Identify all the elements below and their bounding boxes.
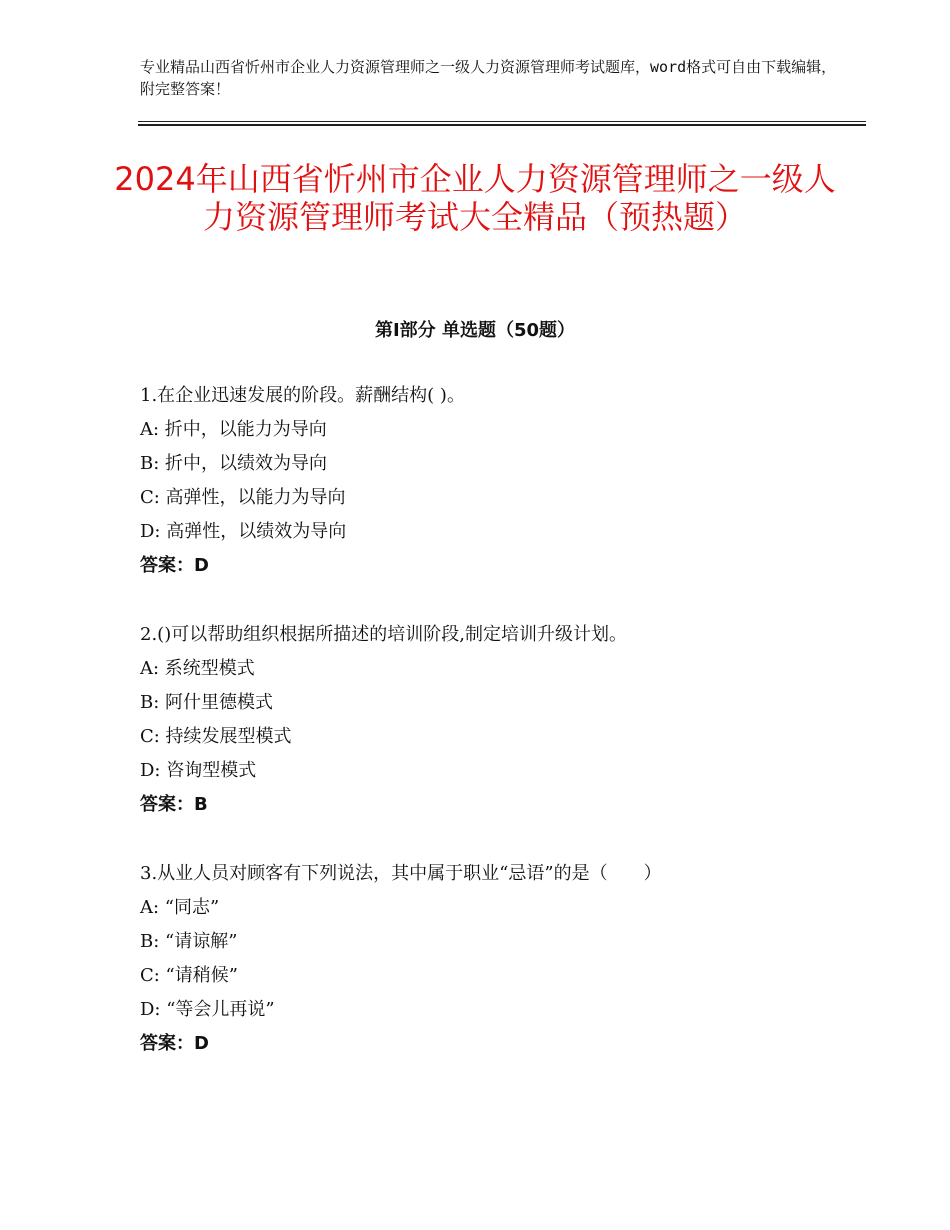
option-b: B: 阿什里德模式 [140,692,274,713]
header-rule-thin [138,121,866,122]
section-title: 第Ⅰ部分 单选题（50题） [374,320,575,341]
question-2 [140,618,860,822]
option-b: B: 折中，以绩效为导向 [140,453,328,474]
option-a: A: “同志” [140,897,220,918]
option-c: C: 持续发展型模式 [140,726,292,747]
question-3 [140,857,860,1061]
option-a: A: 折中，以能力为导向 [140,419,327,440]
question-1 [140,379,860,583]
question-stem: 3.从业人员对顾客有下列说法，其中属于职业“忌语”的是（ ） [140,863,662,884]
document-title: 2024年山西省忻州市企业人力资源管理师之一级人力资源管理师考试大全精品（预热题） [114,160,836,236]
header-rule-thick [138,124,866,126]
answer: 答案：D [140,1033,209,1054]
question-stem: 1.在企业迅速发展的阶段。薪酬结构( )。 [140,385,465,406]
question-stem: 2.()可以帮助组织根据所描述的培训阶段,制定培训升级计划。 [140,624,627,645]
answer: 答案：D [140,555,209,576]
option-c: C: 高弹性，以能力为导向 [140,487,346,508]
header-note: 专业精品山西省忻州市企业人力资源管理师之一级人力资源管理师考试题库，word格式可自由下载编辑，附完整答案！ [140,58,837,98]
option-b: B: “请谅解” [140,931,238,952]
option-d: D: 咨询型模式 [140,760,257,781]
answer: 答案：B [140,794,208,815]
option-c: C: “请稍候” [140,965,238,986]
option-a: A: 系统型模式 [140,658,255,679]
option-d: D: 高弹性，以绩效为导向 [140,521,347,542]
option-d: D: “等会儿再说” [140,999,275,1020]
